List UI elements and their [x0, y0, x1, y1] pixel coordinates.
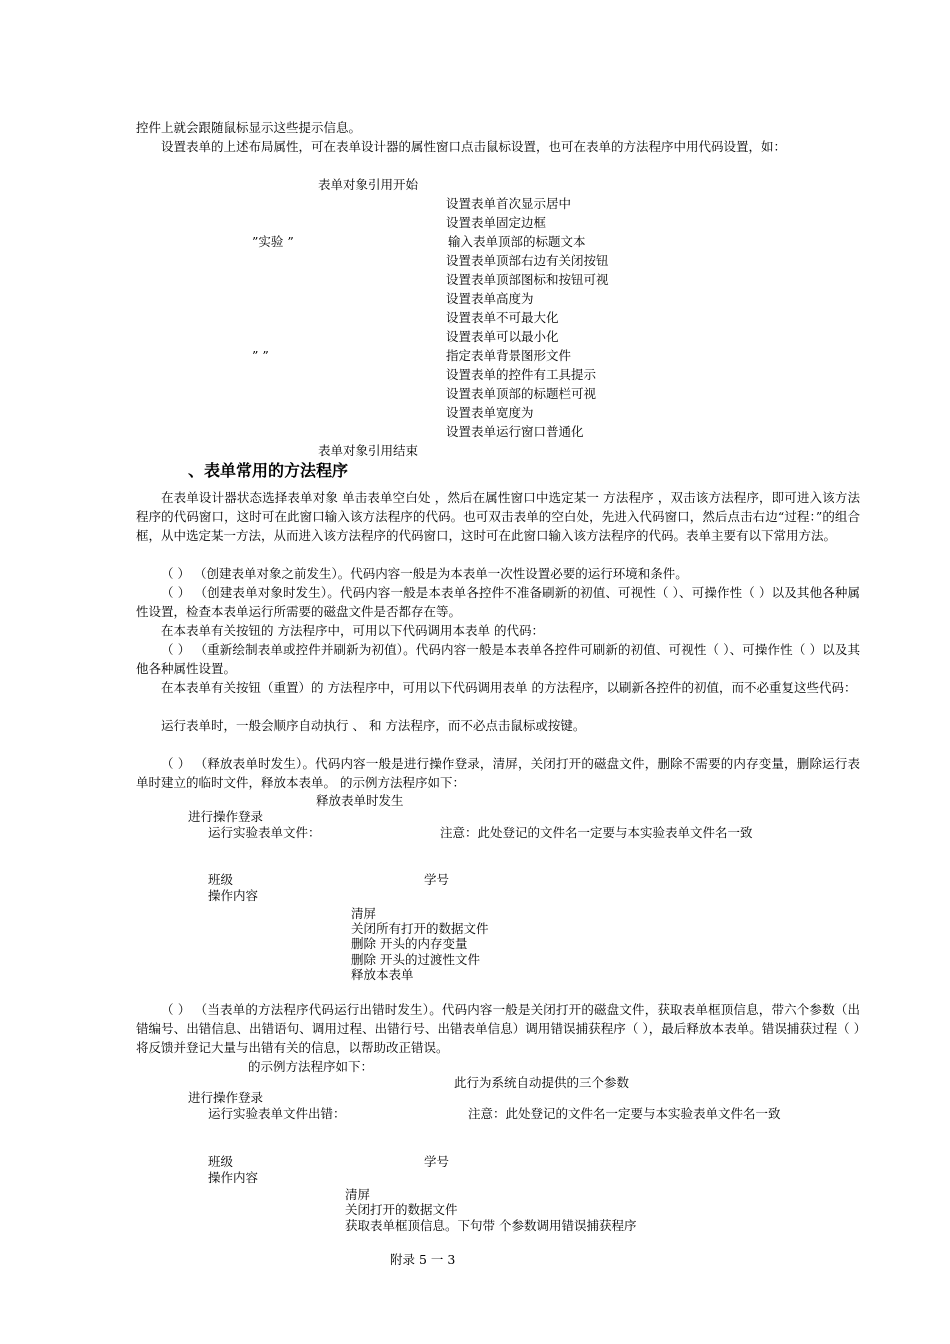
- paragraph-reset: 在本表单有关按钮（重置）的 方法程序中，可用以下代码调用表单 的方法程序，以刷新各控件的初值，而不必重复这些代码：: [161, 680, 857, 695]
- code1-line: 指定表单背景图形文件: [446, 348, 572, 363]
- code3-student-no: 学号: [424, 1154, 450, 1169]
- code3-get-info: 获取表单框顶信息。下句带 个参数调用错误捕获程序: [345, 1218, 637, 1233]
- paragraph-methods-intro: 在表单设计器状态选择表单对象 单击表单空白处 ，然后在属性窗口中选定某一 方法程序 ，双击该方法程序，即可进入该方法程序的代码窗口，这时可在此窗口输入该方法程序的代码。也可双击表单的空白处，先进入代码窗口，然后点击右边“过程：”的组合框，从中选定某一方法，从而进入该方法程序的代码窗口，这时可在此窗口输入该方法程序的代码。表单主要有以下常用方法。: [136, 490, 860, 543]
- code1-line: 设置表单的控件有工具提示: [446, 367, 597, 382]
- code1-line: 设置表单高度为: [446, 291, 534, 306]
- code1-start: 表单对象引用开始: [318, 177, 419, 192]
- intro-paragraph-1: 控件上就会跟随鼠标显示这些提示信息。: [136, 120, 362, 135]
- code2-run-file: 运行实验表单文件：: [208, 825, 321, 840]
- code1-left-shiyan: ”实验 ”: [252, 234, 294, 249]
- code2-login: 进行操作登录: [188, 809, 264, 824]
- code2-del-file: 删除 开头的过渡性文件: [351, 952, 480, 967]
- code2-cls: 清屏: [351, 906, 377, 921]
- code1-line: 设置表单运行窗口普通化: [446, 424, 584, 439]
- paragraph-refresh: （ ） （重新绘制表单或控件并刷新为初值）。代码内容一般是本表单各控件可刷新的初值、可视性（ ）、可操作性（ ）以及其他各种属性设置。: [136, 642, 860, 676]
- code2-class: 班级: [208, 872, 234, 887]
- section-heading: 、表单常用的方法程序: [188, 461, 349, 480]
- code3-note: 注意：此处登记的文件名一定要与本实验表单文件名一致: [468, 1106, 781, 1121]
- paragraph-error-tail: 的示例方法程序如下：: [248, 1059, 374, 1074]
- code1-line: 设置表单顶部图标和按钮可视: [446, 272, 609, 287]
- code2-student-no: 学号: [424, 872, 450, 887]
- paragraph-run-order: 运行表单时，一般会顺序自动执行 、 和 方法程序，而不必点击鼠标或按键。: [161, 718, 586, 733]
- code1-line: 设置表单宽度为: [446, 405, 534, 420]
- code2-note: 注意：此处登记的文件名一定要与本实验表单文件名一致: [440, 825, 753, 840]
- code2-op-content: 操作内容: [208, 888, 259, 903]
- paragraph-call-init: 在本表单有关按钮的 方法程序中，可用以下代码调用本表单 的代码：: [161, 623, 544, 638]
- paragraph-release: （ ） （释放表单时发生）。代码内容一般是进行操作登录，清屏，关闭打开的磁盘文件，删除不需要的内存变量，删除运行表单时建立的临时文件，释放本表单。 的示例方法程序如下：: [136, 756, 860, 790]
- paragraph-init: （ ） （创建表单对象时发生）。代码内容一般是本表单各控件不准备刷新的初值、可视性（ ）、可操作性（ ）以及其他各种属性设置，检查本表单运行所需要的磁盘文件是否都存在等。: [136, 585, 860, 619]
- code1-line: 设置表单首次显示居中: [446, 196, 572, 211]
- code1-left-quote: ” ”: [252, 348, 269, 363]
- code3-close-open: 关闭打开的数据文件: [345, 1202, 458, 1217]
- code1-end: 表单对象引用结束: [318, 443, 419, 458]
- code1-line: 设置表单顶部右边有关闭按钮: [446, 253, 609, 268]
- code2-close-all: 关闭所有打开的数据文件: [351, 921, 489, 936]
- code2-del-mem: 删除 开头的内存变量: [351, 936, 468, 951]
- code1-line: 设置表单固定边框: [446, 215, 547, 230]
- code1-line: 设置表单顶部的标题栏可视: [446, 386, 597, 401]
- code3-login: 进行操作登录: [188, 1090, 264, 1105]
- code3-cls: 清屏: [345, 1187, 371, 1202]
- code3-auto-params: 此行为系统自动提供的三个参数: [454, 1075, 630, 1090]
- code1-line: 输入表单顶部的标题文本: [448, 234, 586, 249]
- code1-line: 设置表单不可最大化: [446, 310, 559, 325]
- code2-release-form: 释放本表单: [351, 967, 414, 982]
- paragraph-load: （ ） （创建表单对象之前发生）。代码内容一般是为本表单一次性设置必要的运行环境和条件。: [161, 566, 688, 581]
- intro-paragraph-2: 设置表单的上述布局属性，可在表单设计器的属性窗口点击鼠标设置，也可在表单的方法程序中用代码设置，如：: [161, 139, 787, 154]
- code3-class: 班级: [208, 1154, 234, 1169]
- paragraph-error: （ ） （当表单的方法程序代码运行出错时发生）。代码内容一般是关闭打开的磁盘文件，获取表单框顶信息，带六个参数（出错编号、出错信息、出错语句、调用过程、出错行号、出错表单信息）调用错误捕获程序（ ），最后释放本表单。错误捕获过程（ ）将反馈并登记大量与出错有关的信息，以帮助改正错误。: [136, 1002, 860, 1055]
- code2-release: 释放表单时发生: [316, 793, 404, 808]
- page-footer: 附录 5 一 3: [390, 1252, 456, 1267]
- code3-op-content: 操作内容: [208, 1170, 259, 1185]
- code3-run-file: 运行实验表单文件出错：: [208, 1106, 346, 1121]
- code1-line: 设置表单可以最小化: [446, 329, 559, 344]
